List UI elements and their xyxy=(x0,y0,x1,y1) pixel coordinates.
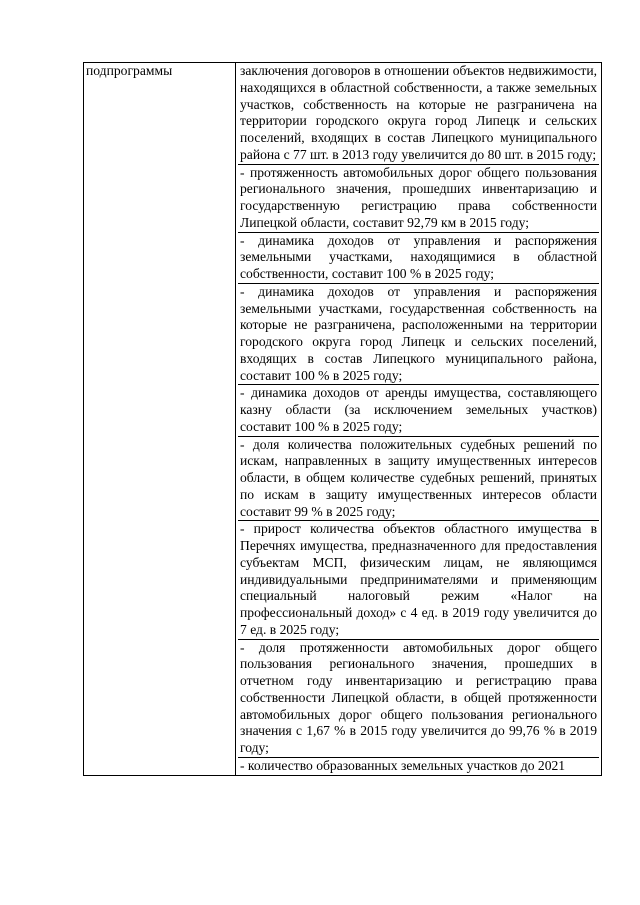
indicator-paragraph: - динамика доходов от аренды имущества, составляющего казну области (за исключением земельных участков) составит 100 % в 2025 году; xyxy=(240,385,597,434)
indicator-paragraph: - протяженность автомобильных дорог общего пользования регионального значения, прошедших инвентаризацию и государственную регистрацию права собственности Липецкой области, составит 92,79 км в 2015 году; xyxy=(240,164,597,230)
indicator-paragraph: - прирост количества объектов областного имущества в Перечнях имущества, предназначенного для предоставления субъектам МСП, физическим лицам, не являющимся индивидуальными предпринимателями и применяющим специальный налоговый режим «Налог на профессиональный доход» с 4 ед. в 2019 году увеличится до 7 ед. в 2025 году; xyxy=(240,521,597,637)
table-row xyxy=(84,63,602,776)
indicator-paragraph: - доля количества положительных судебных решений по искам, направленных в защиту имущественных интересов области, в общем количестве судебных решений, принятых по искам в защиту имущественных интересов области составит 99 % в 2025 году; xyxy=(240,436,597,519)
indicator-paragraph: - доля протяженности автомобильных дорог общего пользования регионального значения, прошедших в отчетном году инвентаризацию и регистрацию права собственности Липецкой области, в общей протяженности автомобильных дорог общего пользования регионального значения с 1,67 % в 2015 году увеличится до 99,76 % в 2019 году; xyxy=(240,639,597,755)
indicator-paragraph: заключения договоров в отношении объектов недвижимости, находящихся в областной собственности, а также земельных участков, собственность на которые не разграничена на территории городского округа город Липецк и сельских поселений, входящих в состав Липецкого муниципального района с 77 шт. в 2013 году увеличится до 80 шт. в 2015 году; xyxy=(240,63,597,162)
indicator-paragraph: - динамика доходов от управления и распоряжения земельными участками, находящимися в областной собственности, составит 100 % в 2025 году; xyxy=(240,232,597,281)
indicator-paragraph: - динамика доходов от управления и распоряжения земельными участками, государственная собственность на которые не разграничена, расположенными на территории городского округа город Липецк и сельских поселений, входящих в состав Липецкого муниципального района, составит 100 % в 2025 году; xyxy=(240,283,597,383)
row-label: подпрограммы xyxy=(84,63,236,776)
program-table xyxy=(83,62,602,776)
indicator-paragraph: - количество образованных земельных участков до 2021 xyxy=(238,757,599,775)
row-content xyxy=(236,63,602,776)
